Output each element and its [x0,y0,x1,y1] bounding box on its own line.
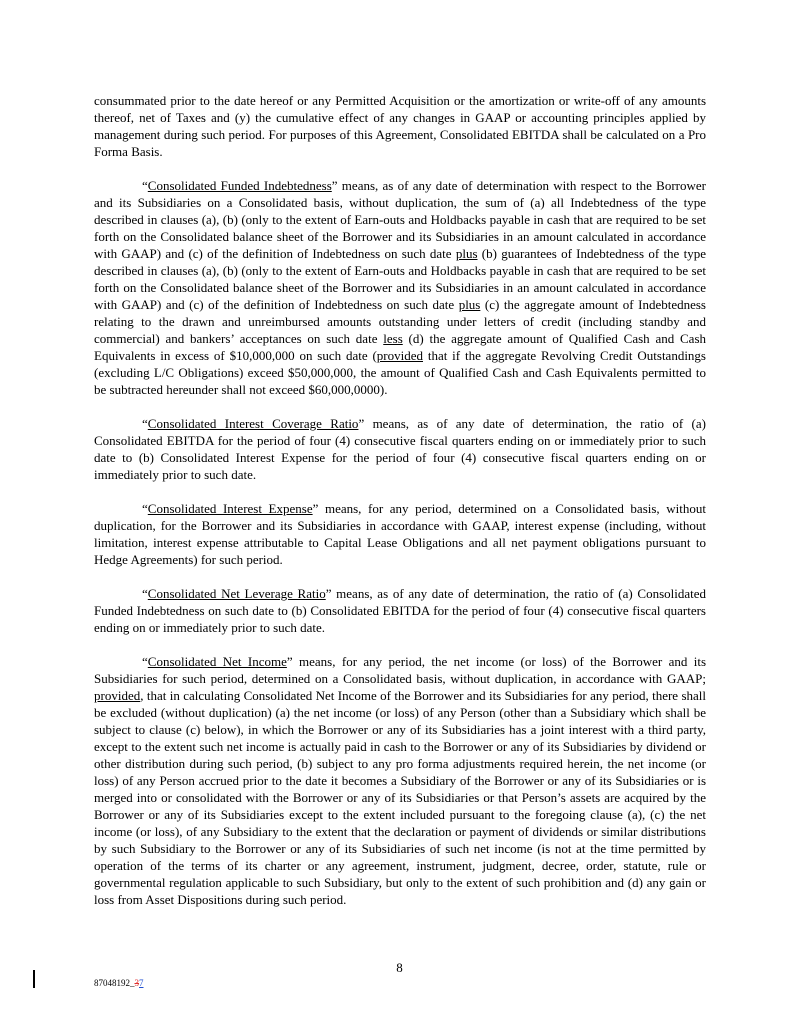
text-run: ” means, for any period, the net income (or loss) of the Borrower and its Subsidiaries for such period, determined on a Consolidated basis, without duplication, in accordance with GAAP; [94,654,707,686]
text-run: “ [142,586,148,601]
defined-term: provided [376,348,423,363]
definition-consolidated-interest-coverage-ratio [94,415,706,483]
text-run: “ [142,416,148,431]
text-run: “ [142,501,148,516]
paragraph-continuation [94,92,706,160]
text-run: ” means, for any period, determined on a Consolidated basis, without duplication, for the Borrower and its Subsidiaries in accordance with GAAP, interest expense (including, without limitation, interest expense attributable to Capital Lease Obligations and all net payment obligations pursuant to Hedge Agreements) for such period. [94,501,706,567]
inserted-revision: 7 [139,978,144,988]
text-run: that if the aggregate Revolving Credit Outstandings (excluding L/C Obligations) exceed $50,000,000, the amount of Qualified Cash and Cash Equivalents permitted to be subtracted hereunder shall not exceed $60,000,0000). [94,348,706,397]
text-run: “ [142,178,148,193]
footer-doc-id [94,978,144,988]
text-run: (b) guarantees of Indebtedness of the type described in clauses (a), (b) (only to the extent of Earn-outs and Holdbacks payable in cash that are required to be set forth on the Consolidated balance sheet of the Borrower and its Subsidiaries in an amount calculated in accordance with GAAP) and (c) of the definition of Indebtedness on such date [94,246,706,312]
definition-consolidated-net-leverage-ratio [94,585,706,636]
defined-term: Consolidated Funded Indebtedness [147,178,332,193]
text-run: ” means, as of any date of determination with respect to the Borrower and its Subsidiaries on a Consolidated basis, without duplication, the sum of (a) all Indebtedness of the type described in clauses (a), (b) (only to the extent of Earn-outs and Holdbacks payable in cash that are required to be set forth on the Consolidated balance sheet of the Borrower and its Subsidiaries in an amount calculated in accordance with GAAP) and (c) of the definition of Indebtedness on such date [94,178,706,261]
defined-term: Consolidated Interest Expense [147,501,313,516]
defined-term: Consolidated Net Income [147,654,287,669]
defined-term: Consolidated Net Leverage Ratio [147,586,326,601]
doc-id: 87048192_ [94,978,135,988]
defined-term: plus [455,246,478,261]
text-run: , that in calculating Consolidated Net Income of the Borrower and its Subsidiaries for any period, there shall be excluded (without duplication) (a) the net income (or loss) of any Person (other than a Subsidiary which shall be subject to clause (c) below), in which the Borrower or any of its Subsidiaries has a joint interest with a third party, except to the extent such net income is actually paid in cash to the Borrower or any of its Subsidiaries by dividend or other distribution during such period, (b) subject to any pro forma adjustments required herein, the net income (or loss) of any Person accrued prior to the date it becomes a Subsidiary of the Borrower or any of its Subsidiaries or is merged into or consolidated with the Borrower or any of its Subsidiaries or that Person’s assets are acquired by the Borrower or any of its Subsidiaries except to the extent included pursuant to the foregoing clause (a), (c) the net income (or loss), of any Subsidiary to the extent that the declaration or payment of dividends or similar distributions by such Subsidiary to the Borrower or any of its Subsidiaries of such net income (is not at the time permitted by operation of the terms of its charter or any agreement, instrument, judgment, decree, order, statute, rule or governmental regulation applicable to such Subsidiary, but only to the extent of such prohibition and (d) any gain or loss from Asset Dispositions during such period. [94,688,706,907]
definition-consolidated-net-income [94,653,706,908]
text-run: (d) the aggregate amount of Qualified Cash and Cash Equivalents in excess of $10,000,000 on such date ( [94,331,707,363]
text-run: ” means, as of any date of determination, the ratio of (a) Consolidated Funded Indebtedness on such date to (b) Consolidated EBITDA for the period of four (4) consecutive fiscal quarters ending on or immediately prior to such date. [94,586,707,635]
definition-consolidated-interest-expense [94,500,706,568]
page-number: 8 [396,960,403,975]
text-run: consummated prior to the date hereof or any Permitted Acquisition or the amortization or write-off of any amounts thereof, net of Taxes and (y) the cumulative effect of any changes in GAAP or accounting principles applied by management during such period. For purposes of this Agreement, Consolidated EBITDA shall be calculated on a Pro Forma Basis. [94,93,706,159]
defined-term: less [383,331,403,346]
defined-term: Consolidated Interest Coverage Ratio [147,416,359,431]
text-run: (c) the aggregate amount of Indebtedness relating to the drawn and unreimbursed amounts outstanding under letters of credit (including standby and commercial) and bankers’ acceptances on such date [94,297,706,346]
text-run: ” means, as of any date of determination, the ratio of (a) Consolidated EBITDA for the period of four (4) consecutive fiscal quarters ending on or immediately prior to such date to (b) Consolidated Interest Expense for the period of four (4) consecutive fiscal quarters ending on or immediately prior to such date. [94,416,706,482]
defined-term: plus [458,297,481,312]
text-run: “ [142,654,148,669]
definition-consolidated-funded-indebtedness [94,177,706,398]
change-bar [33,970,35,988]
document-body [94,92,706,925]
deleted-revision: 3 [134,978,139,988]
defined-term: provided [94,688,141,703]
